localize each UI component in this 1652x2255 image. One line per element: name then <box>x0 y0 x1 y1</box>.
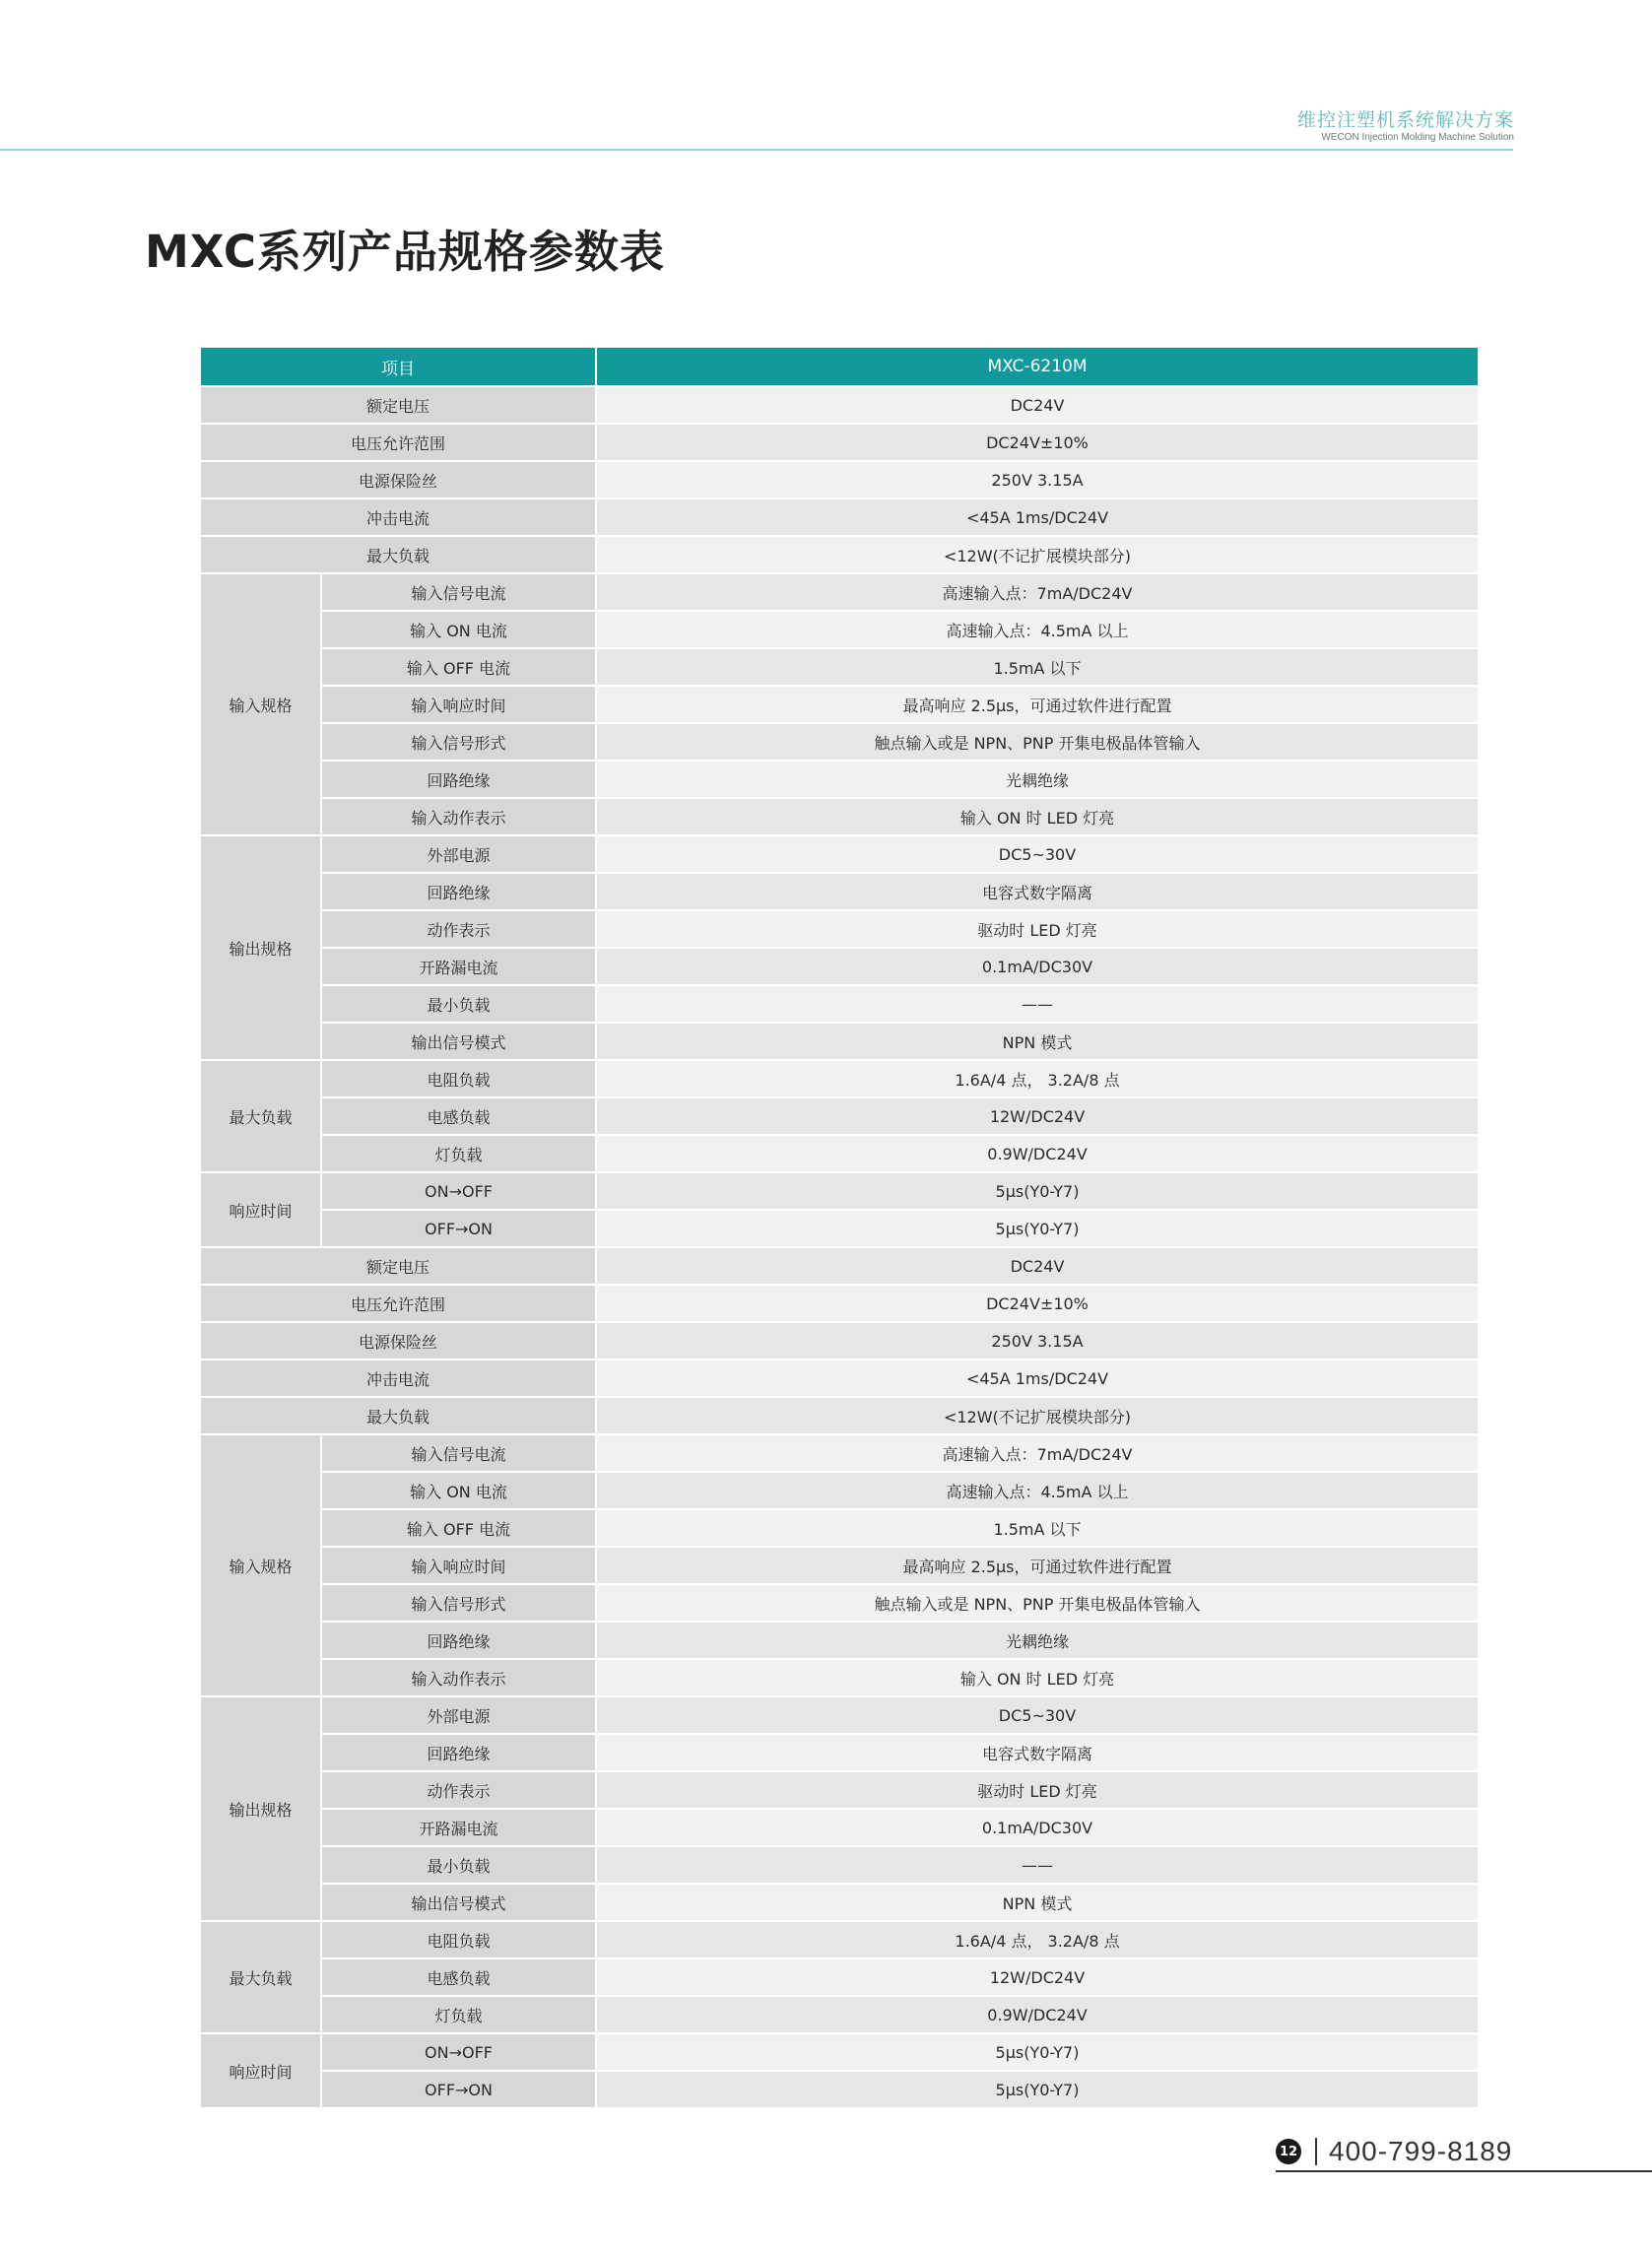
table-row <box>201 762 1478 799</box>
spec-group-label: 响应时间 <box>201 2034 322 2109</box>
spec-value: <45A 1ms/DC24V <box>597 499 1478 537</box>
spec-sub-label: 灯负载 <box>322 1136 597 1173</box>
table-row <box>201 1173 1478 1211</box>
spec-sub-label: 电感负载 <box>322 1098 597 1136</box>
spec-label: 最大负载 <box>201 1398 597 1435</box>
table-row <box>201 1211 1478 1248</box>
spec-value: 1.6A/4 点， 3.2A/8 点 <box>597 1922 1478 1959</box>
table-row <box>201 986 1478 1024</box>
spec-value: NPN 模式 <box>597 1885 1478 1922</box>
table-row <box>201 1847 1478 1885</box>
spec-sub-label: ON→OFF <box>322 2034 597 2072</box>
spec-value: 1.5mA 以下 <box>597 649 1478 687</box>
spec-value: 光耦绝缘 <box>597 1623 1478 1660</box>
spec-sub-label: 输入响应时间 <box>322 687 597 724</box>
table-row <box>201 724 1478 762</box>
header-divider <box>0 149 1513 151</box>
table-row <box>201 1323 1478 1360</box>
spec-sub-label: 电感负载 <box>322 1959 597 1997</box>
spec-value: 触点输入或是 NPN、PNP 开集电极晶体管输入 <box>597 724 1478 762</box>
spec-label: 额定电压 <box>201 1248 597 1286</box>
spec-value: 最高响应 2.5μs，可通过软件进行配置 <box>597 687 1478 724</box>
spec-group-label: 输入规格 <box>201 574 322 836</box>
spec-value: 光耦绝缘 <box>597 762 1478 799</box>
spec-sub-label: 输入信号形式 <box>322 724 597 762</box>
spec-value: NPN 模式 <box>597 1024 1478 1061</box>
table-row <box>201 1735 1478 1772</box>
spec-sub-label: ON→OFF <box>322 1173 597 1211</box>
spec-value: 12W/DC24V <box>597 1959 1478 1997</box>
spec-sub-label: 回路绝缘 <box>322 1623 597 1660</box>
spec-sub-label: 外部电源 <box>322 836 597 874</box>
spec-label: 冲击电流 <box>201 499 597 537</box>
spec-sub-label: 输入信号形式 <box>322 1585 597 1623</box>
table-row <box>201 949 1478 986</box>
spec-value: DC24V <box>597 387 1478 425</box>
spec-value: 0.9W/DC24V <box>597 1997 1478 2034</box>
spec-sub-label: 输入动作表示 <box>322 1660 597 1697</box>
spec-value: 驱动时 LED 灯亮 <box>597 911 1478 949</box>
spec-value: 5μs(Y0-Y7) <box>597 2072 1478 2109</box>
spec-sub-label: OFF→ON <box>322 1211 597 1248</box>
spec-table-body <box>201 387 1478 2109</box>
spec-group-label: 输入规格 <box>201 1435 322 1697</box>
spec-group-label: 最大负载 <box>201 1922 322 2034</box>
spec-value: —— <box>597 986 1478 1024</box>
spec-value: <12W(不记扩展模块部分) <box>597 537 1478 574</box>
spec-value: —— <box>597 1847 1478 1885</box>
header-brand <box>1297 108 1514 144</box>
spec-value: 250V 3.15A <box>597 1323 1478 1360</box>
spec-sub-label: 输入信号电流 <box>322 1435 597 1473</box>
spec-sub-label: 输入响应时间 <box>322 1548 597 1585</box>
table-row <box>201 1136 1478 1173</box>
footer-phone: 400-799-8189 <box>1329 2136 1513 2166</box>
table-row <box>201 1623 1478 1660</box>
table-row <box>201 1248 1478 1286</box>
footer-underline <box>1276 2170 1652 2172</box>
spec-value: <12W(不记扩展模块部分) <box>597 1398 1478 1435</box>
table-row <box>201 836 1478 874</box>
spec-sub-label: 输入信号电流 <box>322 574 597 612</box>
spec-group-label: 输出规格 <box>201 1697 322 1922</box>
table-row <box>201 1360 1478 1398</box>
spec-value: 250V 3.15A <box>597 462 1478 499</box>
table-row <box>201 1997 1478 2034</box>
table-row <box>201 1585 1478 1623</box>
spec-value: DC24V±10% <box>597 1286 1478 1323</box>
spec-value: 高速输入点：7mA/DC24V <box>597 1435 1478 1473</box>
table-row <box>201 425 1478 462</box>
spec-sub-label: 输入动作表示 <box>322 799 597 836</box>
table-row <box>201 574 1478 612</box>
spec-sub-label: 回路绝缘 <box>322 1735 597 1772</box>
table-row <box>201 1473 1478 1510</box>
spec-sub-label: 动作表示 <box>322 1772 597 1810</box>
table-row <box>201 1061 1478 1098</box>
table-row <box>201 612 1478 649</box>
spec-sub-label: OFF→ON <box>322 2072 597 2109</box>
spec-sub-label: 开路漏电流 <box>322 949 597 986</box>
spec-sub-label: 输入 OFF 电流 <box>322 649 597 687</box>
table-row <box>201 499 1478 537</box>
table-row <box>201 911 1478 949</box>
spec-value: 高速输入点：7mA/DC24V <box>597 574 1478 612</box>
spec-value: 0.1mA/DC30V <box>597 949 1478 986</box>
spec-value: 0.1mA/DC30V <box>597 1810 1478 1847</box>
spec-value: 触点输入或是 NPN、PNP 开集电极晶体管输入 <box>597 1585 1478 1623</box>
spec-value: 输入 ON 时 LED 灯亮 <box>597 1660 1478 1697</box>
spec-value: 5μs(Y0-Y7) <box>597 1211 1478 1248</box>
spec-value: DC24V±10% <box>597 425 1478 462</box>
footer-separator <box>1315 2138 1317 2165</box>
spec-label: 最大负载 <box>201 537 597 574</box>
table-row <box>201 2072 1478 2109</box>
table-row <box>201 1548 1478 1585</box>
spec-sub-label: 输出信号模式 <box>322 1024 597 1061</box>
spec-sub-label: 开路漏电流 <box>322 1810 597 1847</box>
spec-table <box>201 348 1478 2109</box>
header-brand-cn: 维控注塑机系统解决方案 <box>1296 109 1514 131</box>
table-row <box>201 1772 1478 1810</box>
spec-value: 高速输入点：4.5mA 以上 <box>597 1473 1478 1510</box>
spec-value: 12W/DC24V <box>597 1098 1478 1136</box>
page-title: MXC系列产品规格参数表 <box>145 226 665 278</box>
spec-sub-label: 回路绝缘 <box>322 762 597 799</box>
table-row <box>201 1024 1478 1061</box>
table-row <box>201 649 1478 687</box>
spec-label: 冲击电流 <box>201 1360 597 1398</box>
table-row <box>201 1098 1478 1136</box>
spec-value: <45A 1ms/DC24V <box>597 1360 1478 1398</box>
spec-group-label: 输出规格 <box>201 836 322 1061</box>
table-row <box>201 687 1478 724</box>
spec-sub-label: 最小负载 <box>322 986 597 1024</box>
column-header-item: 项目 <box>201 348 597 387</box>
table-row <box>201 537 1478 574</box>
table-row <box>201 1286 1478 1323</box>
table-row <box>201 387 1478 425</box>
table-row <box>201 1959 1478 1997</box>
spec-value: 电容式数字隔离 <box>597 874 1478 911</box>
table-header-row <box>201 348 1478 387</box>
spec-value: 1.6A/4 点， 3.2A/8 点 <box>597 1061 1478 1098</box>
spec-value: 电容式数字隔离 <box>597 1735 1478 1772</box>
table-row <box>201 1697 1478 1735</box>
spec-sub-label: 电阻负载 <box>322 1061 597 1098</box>
table-row <box>201 1810 1478 1847</box>
spec-value: DC24V <box>597 1248 1478 1286</box>
table-row <box>201 1435 1478 1473</box>
spec-sub-label: 输入 ON 电流 <box>322 612 597 649</box>
header-brand-en: WECON Injection Molding Machine Solution <box>1321 132 1514 143</box>
spec-label: 电源保险丝 <box>201 462 597 499</box>
spec-group-label: 最大负载 <box>201 1061 322 1173</box>
spec-value: 输入 ON 时 LED 灯亮 <box>597 799 1478 836</box>
spec-sub-label: 动作表示 <box>322 911 597 949</box>
spec-value: 5μs(Y0-Y7) <box>597 2034 1478 2072</box>
spec-value: 高速输入点：4.5mA 以上 <box>597 612 1478 649</box>
table-row <box>201 1922 1478 1959</box>
page-number-badge: 12 <box>1276 2139 1301 2164</box>
spec-sub-label: 输入 ON 电流 <box>322 1473 597 1510</box>
spec-label: 额定电压 <box>201 387 597 425</box>
spec-value: DC5~30V <box>597 1697 1478 1735</box>
spec-value: 1.5mA 以下 <box>597 1510 1478 1548</box>
spec-value: DC5~30V <box>597 836 1478 874</box>
table-row <box>201 2034 1478 2072</box>
column-header-model: MXC-6210M <box>597 348 1478 387</box>
spec-sub-label: 电阻负载 <box>322 1922 597 1959</box>
footer <box>1276 2136 1512 2167</box>
table-row <box>201 1885 1478 1922</box>
spec-value: 最高响应 2.5μs，可通过软件进行配置 <box>597 1548 1478 1585</box>
spec-group-label: 响应时间 <box>201 1173 322 1248</box>
spec-sub-label: 输出信号模式 <box>322 1885 597 1922</box>
spec-label: 电压允许范围 <box>201 425 597 462</box>
table-row <box>201 462 1478 499</box>
spec-value: 0.9W/DC24V <box>597 1136 1478 1173</box>
spec-label: 电压允许范围 <box>201 1286 597 1323</box>
spec-sub-label: 外部电源 <box>322 1697 597 1735</box>
spec-sub-label: 输入 OFF 电流 <box>322 1510 597 1548</box>
spec-value: 5μs(Y0-Y7) <box>597 1173 1478 1211</box>
table-row <box>201 799 1478 836</box>
table-row <box>201 1510 1478 1548</box>
spec-sub-label: 灯负载 <box>322 1997 597 2034</box>
spec-value: 驱动时 LED 灯亮 <box>597 1772 1478 1810</box>
table-row <box>201 874 1478 911</box>
spec-sub-label: 最小负载 <box>322 1847 597 1885</box>
table-row <box>201 1660 1478 1697</box>
spec-label: 电源保险丝 <box>201 1323 597 1360</box>
table-row <box>201 1398 1478 1435</box>
spec-sub-label: 回路绝缘 <box>322 874 597 911</box>
